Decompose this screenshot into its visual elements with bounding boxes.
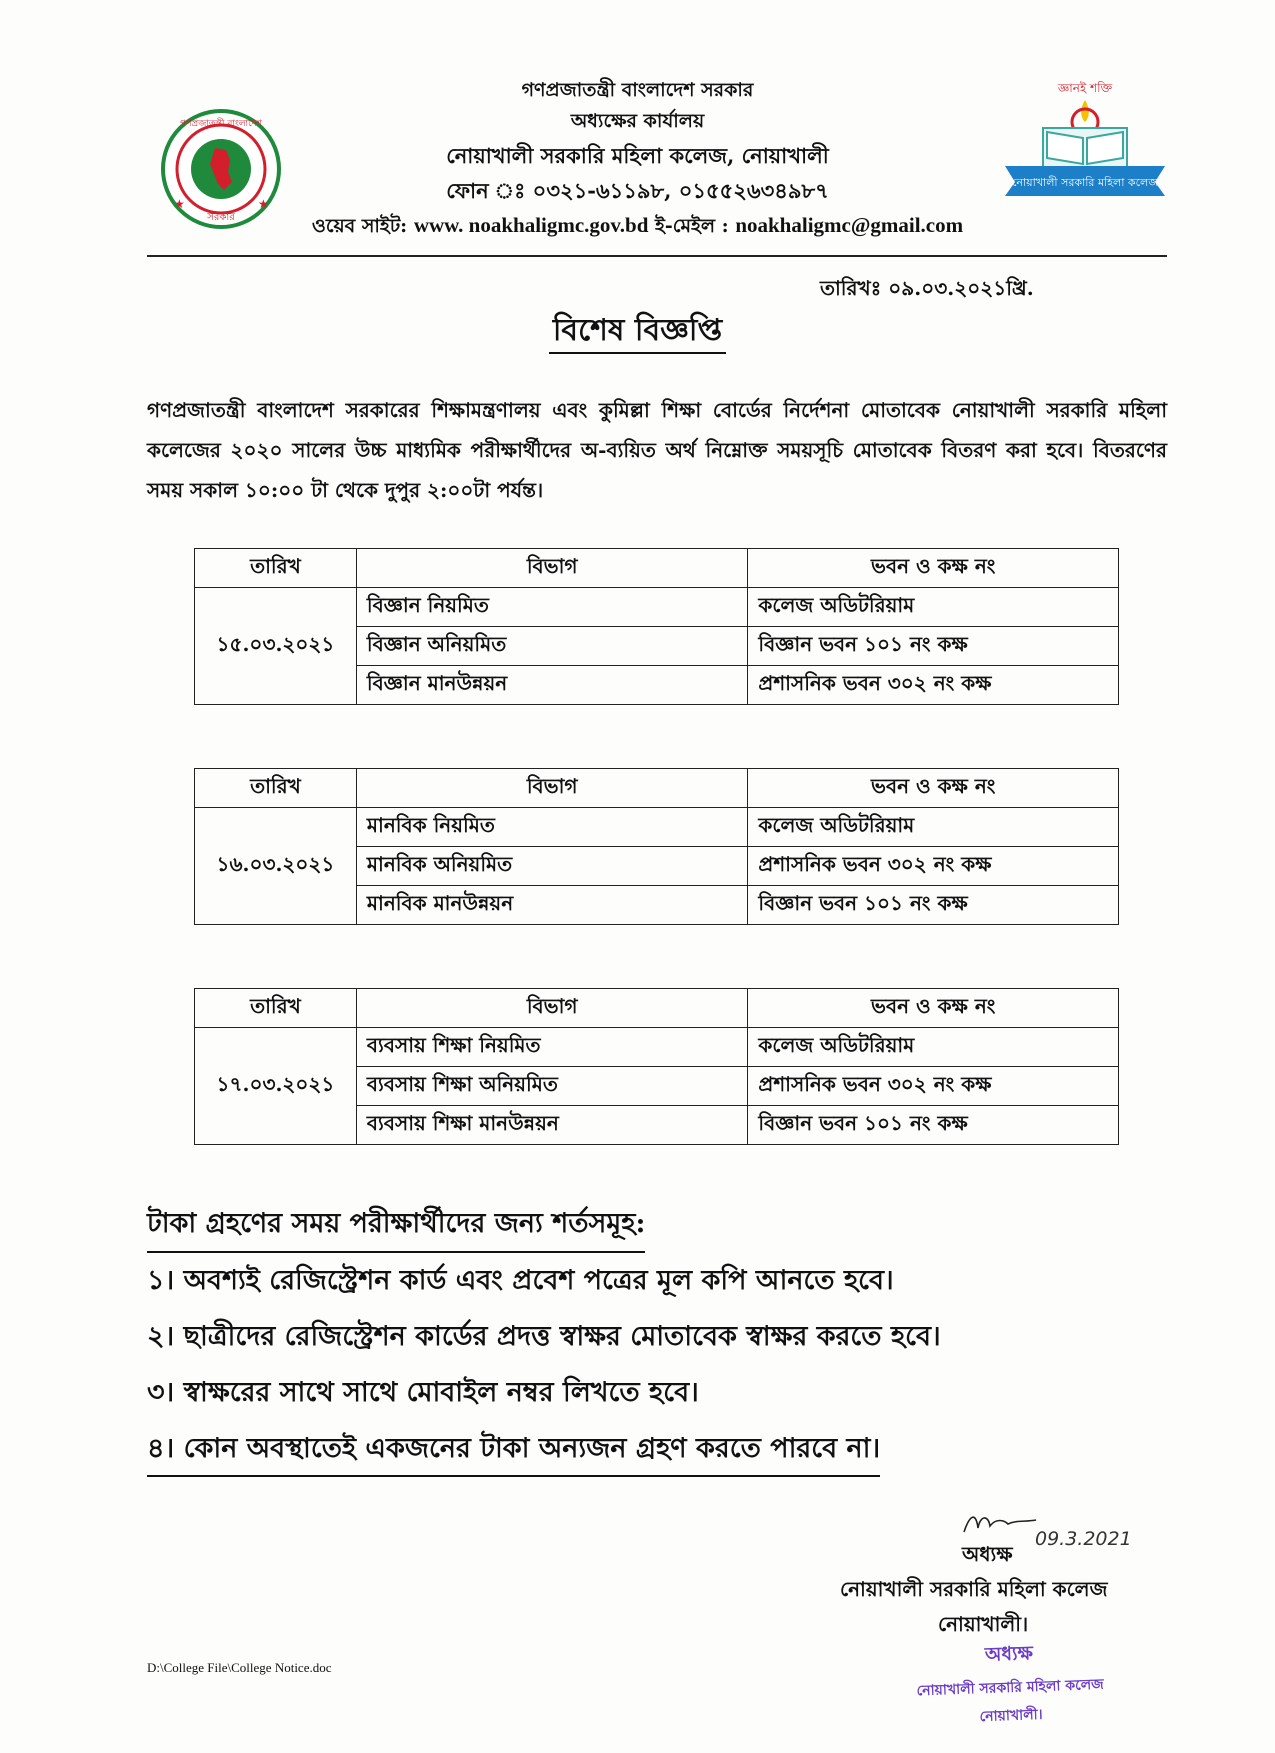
table-header-row xyxy=(195,989,1119,1028)
header-divider xyxy=(147,255,1167,257)
header-office: অধ্যক্ষের কার্যালয় xyxy=(570,110,705,132)
column-header-department: বিভাগ xyxy=(356,989,748,1028)
department-cell: বিজ্ঞান অনিয়মিত xyxy=(356,627,748,666)
email-link[interactable]: noakhaligmc@gmail.com xyxy=(735,213,964,237)
official-stamp xyxy=(879,1635,1142,1732)
signature-date: 09.3.2021 xyxy=(1035,1528,1132,1550)
column-header-department: বিভাগ xyxy=(356,769,748,808)
schedule-table xyxy=(194,548,1119,705)
stamp-college: নোয়াখালী সরকারি মহিলা কলেজ xyxy=(916,1676,1104,1700)
condition-item: ২। ছাত্রীদের রেজিস্ট্রেশন কার্ডের প্রদত্ত স্বাক্ষর মোতাবেক স্বাক্ষর করতে হবে। xyxy=(147,1321,941,1352)
column-header-date: তারিখ xyxy=(195,989,357,1028)
department-cell: ব্যবসায় শিক্ষা অনিয়মিত xyxy=(356,1067,748,1106)
department-cell: বিজ্ঞান নিয়মিত xyxy=(356,588,748,627)
department-cell: বিজ্ঞান মানউন্নয়ন xyxy=(356,666,748,705)
seal-bottom-text: সরকার xyxy=(207,212,235,223)
room-cell: কলেজ অডিটরিয়াম xyxy=(748,588,1119,627)
column-header-room: ভবন ও কক্ষ নং xyxy=(748,989,1119,1028)
schedule-table xyxy=(194,768,1119,925)
header-contact xyxy=(0,212,1275,244)
svg-text:★: ★ xyxy=(258,197,269,211)
room-cell: কলেজ অডিটরিয়াম xyxy=(748,808,1119,847)
conditions-heading: টাকা গ্রহণের সময় পরীক্ষার্থীদের জন্য শর্তসমূহ: xyxy=(147,1203,645,1253)
notice-date: তারিখঃ ০৯.০৩.২০২১খ্রি. xyxy=(820,276,1034,300)
date-cell: ১৭.০৩.২০২১ xyxy=(195,1028,357,1145)
table-row xyxy=(195,1028,1119,1067)
signatory-title: অধ্যক্ষ xyxy=(962,1542,1013,1566)
department-cell: ব্যবসায় শিক্ষা মানউন্নয়ন xyxy=(356,1106,748,1145)
department-cell: ব্যবসায় শিক্ষা নিয়মিত xyxy=(356,1028,748,1067)
stamp-town: নোয়াখালী। xyxy=(979,1706,1043,1726)
notice-intro: গণপ্রজাতন্ত্রী বাংলাদেশ সরকারের শিক্ষামন্ত্রণালয় এবং কুমিল্লা শিক্ষা বোর্ডের নির্দেশনা মোতাবেক নোয়াখালী সরকারি মহিলা কলেজের ২০২০ সালের উচ্চ মাধ্যমিক পরীক্ষার্থীদের অ-ব্যয়িত অর্থ নিম্নোক্ত সময়সূচি মোতাবেক বিতরণ করা হবে। বিতরণের সময় সকাল ১০:০০ টা থেকে দুপুর ২:০০টা পর্যন্ত। xyxy=(147,398,1167,502)
table-row xyxy=(195,588,1119,627)
seal-ring-text: গণপ্রজাতন্ত্রী বাংলাদেশ xyxy=(180,119,262,129)
header-government: গণপ্রজাতন্ত্রী বাংলাদেশ সরকার xyxy=(521,79,754,101)
department-cell: মানবিক নিয়মিত xyxy=(356,808,748,847)
column-header-room: ভবন ও কক্ষ নং xyxy=(748,549,1119,588)
table-row xyxy=(195,808,1119,847)
college-logo-banner: নোয়াখালী সরকারি মহিলা কলেজ xyxy=(1011,176,1159,189)
department-cell: মানবিক মানউন্নয়ন xyxy=(356,886,748,925)
condition-item: ১। অবশ্যই রেজিস্ট্রেশন কার্ড এবং প্রবেশ পত্রের মূল কপি আনতে হবে। xyxy=(147,1265,894,1296)
notice-title xyxy=(0,306,1275,357)
table-header-row xyxy=(195,549,1119,588)
notice-title-text: বিশেষ বিজ্ঞপ্তি xyxy=(549,313,726,354)
svg-text:★: ★ xyxy=(174,197,185,211)
room-cell: প্রশাসনিক ভবন ৩০২ নং কক্ষ xyxy=(748,847,1119,886)
column-header-department: বিভাগ xyxy=(356,549,748,588)
email-label: ই-মেইল : xyxy=(655,215,729,237)
header-phone: ফোন ঃ ০৩২১-৬১১৯৮, ০১৫৫২৬৩৪৯৮৭ xyxy=(446,178,829,203)
column-header-room: ভবন ও কক্ষ নং xyxy=(748,769,1119,808)
room-cell: প্রশাসনিক ভবন ৩০২ নং কক্ষ xyxy=(748,1067,1119,1106)
table-header-row xyxy=(195,769,1119,808)
room-cell: কলেজ অডিটরিয়াম xyxy=(748,1028,1119,1067)
header-college: নোয়াখালী সরকারি মহিলা কলেজ, নোয়াখালী xyxy=(446,143,829,168)
web-label: ওয়েব সাইট: xyxy=(311,215,408,237)
condition-item: ৩। স্বাক্ষরের সাথে সাথে মোবাইল নম্বর লিখতে হবে। xyxy=(147,1377,699,1408)
schedule-table xyxy=(194,988,1119,1145)
room-cell: বিজ্ঞান ভবন ১০১ নং কক্ষ xyxy=(748,886,1119,925)
department-cell: মানবিক অনিয়মিত xyxy=(356,847,748,886)
signature-scribble xyxy=(960,1508,1040,1542)
column-header-date: তারিখ xyxy=(195,769,357,808)
college-logo-motto: জ্ঞানই শক্তি xyxy=(1057,81,1113,95)
stamp-title: অধ্যক্ষ xyxy=(984,1642,1034,1666)
room-cell: প্রশাসনিক ভবন ৩০২ নং কক্ষ xyxy=(748,666,1119,705)
date-cell: ১৬.০৩.২০২১ xyxy=(195,808,357,925)
room-cell: বিজ্ঞান ভবন ১০১ নং কক্ষ xyxy=(748,627,1119,666)
file-path: D:\College File\College Notice.doc xyxy=(147,1660,332,1675)
signatory-town: নোয়াখালী। xyxy=(938,1612,1029,1636)
column-header-date: তারিখ xyxy=(195,549,357,588)
date-cell: ১৫.০৩.২০২১ xyxy=(195,588,357,705)
room-cell: বিজ্ঞান ভবন ১০১ নং কক্ষ xyxy=(748,1106,1119,1145)
website-link[interactable]: www. noakhaligmc.gov.bd xyxy=(413,213,649,237)
condition-item: ৪। কোন অবস্থাতেই একজনের টাকা অন্যজন গ্রহণ করতে পারবে না। xyxy=(147,1428,880,1477)
signatory-college: নোয়াখালী সরকারি মহিলা কলেজ xyxy=(840,1577,1108,1601)
